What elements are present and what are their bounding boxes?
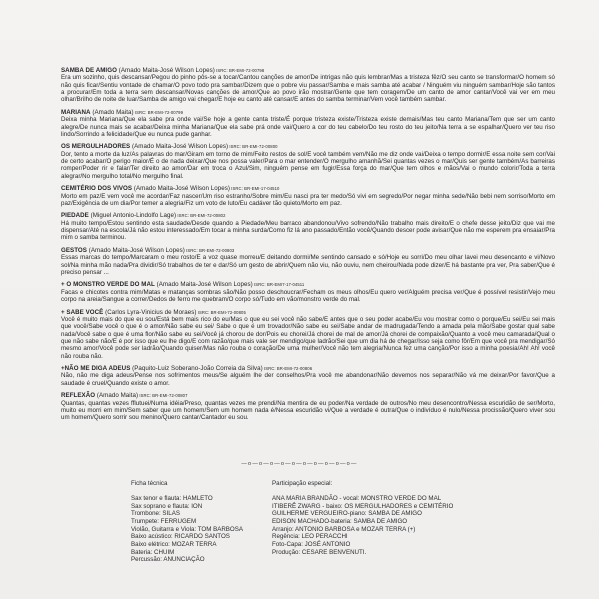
song-heading	[61, 392, 555, 399]
tech-credit-item: Sax soprano e flauta: ION	[131, 502, 203, 510]
song-isrc: ISRC: BR-EMI-72-00800	[228, 144, 278, 150]
song-heading	[61, 309, 555, 316]
song-title: REFLEXÃO	[61, 392, 96, 400]
special-credit-item: ITIBERÊ ZWARG - baixo: OS MERGULHADORES e CEMITÉRIO	[272, 502, 454, 510]
song-lyrics: Dor, tento a morte da luz/As palavras do mar/Giram em torno de mim/Feito restos de sol/E você também vem/Não me diz onde vai/Deixa o tempo dormir/E essa noite sem cor/Vai de certo acabar/O perigo maior/É o de nada deixar/Que nos possa valer/Para o mar entender/O mergulho amanhã/Sei quantas vezes o mar/Quis ser gente também/As barreiras romper/Poder rir e falar/Ter direito ao amor/Dar em troca o Azul/Sim, ninguém pense em fugir/Essa força do mar/Que tem olhos e mãos/Vai o mundo colorir/Toda a terra alegrar/No mergulho total/No mergulho final.	[61, 150, 555, 180]
song-lyrics: Quantas, quantas vezes fflutuei/Numa idéia/Preso, quantas vezes me prendi/Na mentira de eu poder/Na verdade de outros/No meu desencontro/Nessa escuridão de ser/Morto, muito eu morri em mim/Sem saber que um homem/Sem um homem nada é/Nessa escuridão vi/Que a verdade é outra/Que o indivíduo é nulo/Nessa procissão/Quero viver sou um homem/Quero sorrir sou menino/Quero cantar/Cantador eu sou.	[61, 399, 555, 422]
song-isrc: ISRC: BR-EMI-17-04510	[229, 186, 280, 192]
song-block	[61, 392, 555, 421]
special-credit-item: GUILHERME VERGUEIRO-piano: SAMBA DE AMIGO	[272, 510, 422, 518]
tech-credits-heading: Ficha técnica	[131, 480, 168, 487]
special-credit-item: Produção: CESARE BENVENUTI.	[272, 548, 367, 556]
song-heading	[61, 109, 555, 116]
song-block	[61, 309, 555, 360]
song-block	[61, 247, 555, 276]
song-isrc: ISRC: BR-EMI-72-00799	[133, 109, 184, 115]
special-credit-item: Arranjo: ANTONIO BARBOSA e MOZAR TERRA (+)	[272, 525, 416, 533]
song-lyrics: Morto em paz/E vem você me acordar/Faz nascer/Um riso estranho/Sobre mim/Eu nasci pra ter medo/Só vivi em segredo/Por negar minha sede/Não bebi nem sorriso/Morto em paz/Exigência de um dia/Por temer a alegria/Fiz um voto de luto/Eu cadáver tão quieto/Morto em paz.	[61, 192, 555, 207]
song-heading	[61, 365, 555, 372]
tech-credit-item: Bateria: CHUIM	[131, 548, 175, 556]
song-title: PIEDADE	[61, 212, 89, 220]
tech-credit-item: Baixo acústico: RICARDO SANTOS	[131, 533, 230, 541]
special-credit-item: EDISON MACHADO-bateria: SAMBA DE AMIGO	[272, 517, 408, 525]
song-heading	[61, 185, 555, 192]
special-credit-item: Foto-Capa: JOSÉ ANTONIO	[272, 540, 351, 548]
song-authors: (Amado Maita-José Wilson Lopes)	[154, 281, 253, 289]
tech-credit-item: Sax tenor e flauta: HAMLETO	[131, 495, 213, 502]
song-title: +NÃO ME DIGA ADEUS	[61, 365, 131, 373]
song-title: + SABE VOCÊ	[61, 308, 104, 316]
song-isrc: ISRC: BR-EMI-72-00806	[262, 366, 313, 372]
song-heading	[61, 67, 555, 74]
song-authors: (Amado Maita-José Wilson Lopes)	[130, 143, 229, 151]
song-isrc: ISRC: BR-EMI-72-00802	[176, 213, 226, 219]
song-block	[61, 281, 555, 303]
song-isrc: ISRC: BR-EMI-72-00807	[138, 393, 188, 399]
song-lyrics: Essas marcas do tempo/Marcaram o meu rosto/E a voz quase morreu/E deitando dormi/Me sentindo cansado e só/Hoje eu sorri/Do meu olhar lavei meu desencanto e vi/Novo sol/Na minha mão nada/Pra dividir/Só trabalhos de ter e dar/Só um gesto de abrir/Quem não viu, não ouviu, nem cheirou/Nada pode dizer/E há bastante pra ver, Pra saber/Que é preciso pensar ...	[61, 254, 555, 276]
song-heading	[61, 143, 555, 150]
song-authors: (Paquito-Luiz Soberano-João Correia da Silva)	[130, 365, 263, 373]
song-isrc: ISRC: BR-EMI-72-00805	[196, 309, 246, 315]
song-authors: (Amado Maita)	[90, 108, 134, 116]
song-authors: (Amado Maita-José Wilson Lopes)	[116, 67, 215, 74]
song-block	[61, 109, 555, 138]
song-block	[61, 143, 555, 180]
song-heading	[61, 281, 555, 288]
song-title: MARIANA	[61, 108, 91, 116]
special-credit-item: ANA MARIA BRANDÃO - vocal: MONSTRO VERDE DO MAL	[272, 495, 442, 502]
tech-credits-list	[131, 495, 243, 564]
song-authors: (Amado Maita-José Wilson Lopes)	[132, 185, 230, 193]
song-heading	[61, 212, 555, 219]
song-heading	[61, 247, 555, 254]
song-isrc: ISRC: BR-EMI-72-00798	[214, 68, 265, 73]
song-block	[61, 185, 555, 207]
song-block	[61, 212, 555, 241]
song-lyrics: Há muito tempo/Estou sentindo esta saudade/Desde quando a Piedade/Meu barraco abandonou/Vivo sofrendo/Não trabalho mais direito/E o chefe desse jeito/Diz que vai me dispensar/Até na escola/Já não estou interessado/Em tocar a minha surda/Como fiz lá ano passado/Então você/Quando descer pode avisar/Que não me esperem pra ensaiar/Pra mim o samba terminou.	[61, 219, 555, 242]
song-title: OS MERGULHADORES	[61, 143, 131, 151]
special-credits-heading: Participação especial:	[272, 480, 333, 487]
tech-credit-item: Trombone: SILAS	[131, 510, 180, 518]
tech-credit-item: Violão, Guitarra e Viola: TOM BARBOSA	[131, 525, 243, 533]
song-lyrics: Não, não me diga adeus/Pense nos sofrimentos meus/Se alguém lhe der conselhos/Pra você me abandonar/Não devemos nos separar/Não vá me deixar/Por favor/Que a saudade é cruel/Quando existe o amor.	[61, 372, 555, 387]
song-authors: (Carlos Lyra-Vinicius de Moraes)	[103, 308, 197, 316]
song-title: SAMBA DE AMIGO	[61, 67, 117, 74]
song-authors: (Amado Maita-José Wilson Lopes)	[86, 246, 185, 254]
song-authors: (Amado Maita)	[95, 392, 139, 400]
song-lyrics: Facas e chicotes contra mim/Matas e matanças sombras são/Não posso deschoucrar/Fecham os meus olhos/Eu quero ver/Alguém precisa ver/Que é possível resistir/Vejo meu corpo na areia/Sangue a correr/Dedos de ferro me quebram/O corpo só/Tudo em vão/monstro verde do mal.	[61, 288, 555, 304]
song-isrc: ISRC: BR-EMI7-17-04511	[252, 282, 305, 288]
special-credits-list	[272, 495, 453, 556]
lyrics-column	[61, 67, 555, 427]
song-authors: (Miguel Antonio-Lindolfo Lage)	[88, 212, 177, 220]
song-block	[61, 365, 555, 387]
special-credit-item: Regência: LEO PERACCHI	[272, 533, 348, 541]
song-title: GESTOS	[61, 246, 87, 254]
song-lyrics: Você é muito mais do que eu sou/Está bem mais rico do eu/Mas o que eu sei você não sabe/E antes que o seu poder acabe/Eu vou mostrar como o porque/Eu sei/Eu sei mais que você/Sabe você o que é o amor/Não sabe eu sei/ Sabe o que é um trovador/Não sabe eu sei/Sabe andar de madrugada/Tendo a amada pela mão/Sabe gostar qual sabe nada/Você sabe o que é uma flor/Não sabe eu sei/Você já chorou de dor/Pois eu chorei/Já chorei de mal de amor/Já chorei de compaixão/Quanto a você meu camarada/Qual o que não sabe não/E é por isso que eu lhe digo/E com razão/que mais vale ser mendigo/que ladrão/Sei que um dia há de chegar/Isso seja como fôr/Em que você pra mendigar/Só mesmo amor/Você pode ser ladrão/Quando quiser/Mas não rouba o coração/De uma mulher/Você não tem alegria/Nunca fez uma canção/Por isso a minha poesia/Ah! Ah! você não rouba não.	[61, 315, 555, 360]
song-title: CEMITÉRIO DOS VIVOS	[61, 185, 133, 193]
song-block	[61, 67, 555, 104]
tech-credit-item: Trumpete: FERRUGEM	[131, 517, 197, 525]
tech-credit-item: Percussão: ANUNCIAÇÃO	[131, 556, 205, 564]
tech-credit-item: Baixo elétrico: MOZAR TERRA	[131, 540, 217, 548]
song-title: + O MONSTRO VERDE DO MAL	[61, 281, 155, 289]
song-lyrics: Era um sozinho, quis descansar/Pegou do pinho pôs-se a tocar/Cantou canções de amor/De intrigas não quis lembrar/Mas a tristeza fêz/O seu canto se transformar/O homem só não quis ficar/Sentiu vontade de chamar/O povo todo pra sambar/Dizem que o pobre viu passar/Samba e mais samba até acabar / Ninguém viu ninguém sambar/Hoje são tantos a procurar/Em toda a terra sem descansar/Novas canções de amor/Que ao povo irão mostrar/Gente que tem coragem/De um canto de amor cantar/Você vai ver em meu olhar/Brilho de noite de luar/Samba de amigo vai chegar/E hoje eu canto até cansar/E antes do samba terminar/Vem você também sambar.	[61, 74, 555, 104]
song-lyrics: Deixa minha Mariana/Que ela sabe pra onde vai/Se hoje a gente canta triste/É porque tristeza existe/Tristeza existe demais/Mas teu canto Mariana/Tem que ser um canto alegre/De nunca mais se acabar/Deixa minha Mariana/Que ela sabe prá onde vai/Quero a cor do teu cabelo/Do teu rosto do teu jeito/Na terra a se espalhar/Quero ver teu riso lindo/Sorrindo a felicidade/Que eu nunca pude ganhar.	[61, 116, 555, 138]
song-isrc: ISRC: BR-EMI-72-00803	[184, 247, 235, 253]
section-divider: —o—o—o—o—o—o—o—o—o—o—	[241, 461, 358, 467]
